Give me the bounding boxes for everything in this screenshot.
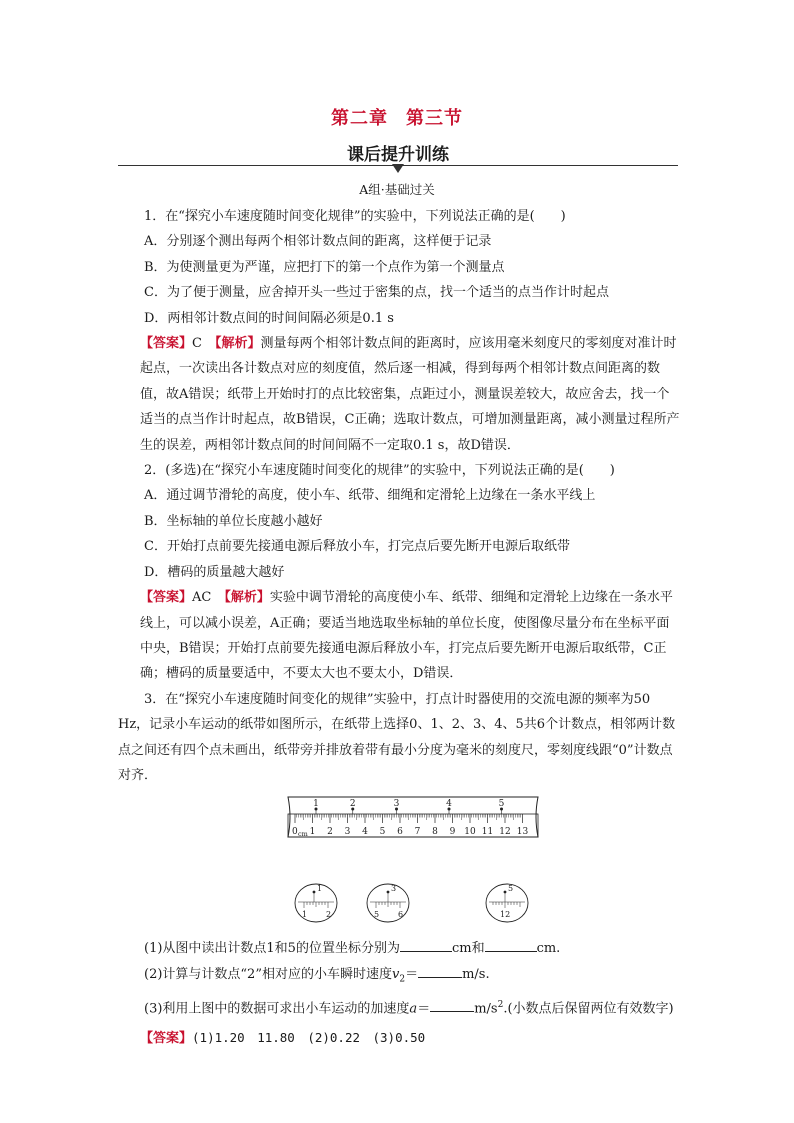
scale-number: 1 [309, 827, 316, 838]
ruler-ticks [295, 814, 523, 823]
subtitle-block [118, 140, 678, 174]
scale-number: 10 [464, 827, 476, 838]
scale-number: 13 [516, 827, 529, 838]
zoom2-left-label: 5 [374, 910, 380, 920]
equals-sign: ＝ [405, 966, 419, 982]
velocity-unit: m/s. [462, 966, 490, 982]
question-2-answer-block [118, 585, 680, 687]
answer-tag: 【答案】 [140, 1031, 193, 1047]
page-subtitle: 课后提升训练 [347, 145, 449, 165]
chapter-label: 第二章 [331, 108, 388, 129]
scale-number: 3 [344, 827, 351, 838]
part-2-text: (2)计算与计数点“2”相对应的小车瞬时速度 [144, 966, 392, 982]
part-3-note: .(小数点后保留两位有效数字) [503, 1001, 674, 1017]
question-1-analysis: 测量每两个相邻计数点间的距离时，应该用毫米刻度尺的零刻度对准计时起点，一次读出各计数点对应的刻度值，然后逐一相减，得到每两个相邻计数点间距离的数值，故A错误；纸带上开始时打的点比较密集，点距过小，测量误差较大，故应舍去，找一个适当的点当作计时起点，故B错误，C正确；选取计数点，可增加测量距离，减小测量过程所产生的误差，两相邻计数点间的时间间隔不一定取0.1 s，故D错误． [140, 336, 680, 453]
question-3-part-1 [118, 936, 680, 961]
scale-number: 12 [499, 827, 511, 838]
question-3-part-2 [118, 962, 680, 993]
acceleration-unit: m/s [474, 1001, 498, 1017]
question-2-option-d: D．槽码的质量越大越好 [144, 564, 285, 580]
counting-point-label: 2 [349, 799, 356, 810]
exercise-body [118, 204, 680, 1052]
scale-number: 11 [481, 827, 494, 838]
question-2-stem: 2．(多选)在“探究小车速度随时间变化的规律”的实验中，下列说法正确的是( ) [144, 463, 615, 479]
counting-point-label: 1 [313, 799, 319, 810]
question-1-option-b: B．为使测量更为严谨，应把打下的第一个点作为第一个测量点 [144, 259, 505, 275]
counting-point-label: 4 [446, 799, 452, 810]
blank-velocity[interactable] [418, 963, 462, 978]
question-3-stem: 3．在“探究小车速度随时间变化的规律”实验中，打点计时器使用的交流电源的频率为50 Hz，记录小车运动的纸带如图所示，在纸带上选择0、1、2、3、4、5共6个计数点，相邻两计数点之间还有四个点未画出，纸带旁并排放着带有最小分度为毫米的刻度尺，零刻度线跟“0”计数点对齐． [118, 691, 676, 783]
part-1-text-c: cm. [536, 941, 561, 957]
question-2-option-c: C．开始打点前要先接通电源后释放小车，打完点后要先断开电源后取纸带 [144, 539, 570, 555]
part-1-text-b: cm和 [451, 941, 485, 957]
analysis-tag: 【解析】 [214, 336, 261, 352]
question-2-analysis: 实验中调节滑轮的高度使小车、纸带、细绳和定滑轮上边缘在一条水平线上，可以减小误差，A正确；要适当地选取坐标轴的单位长度，使图像尽量分布在坐标平面中央，B错误；开始打点前要先接通电源后释放小车，打完点后要先断开电源后取纸带，C正确；槽码的质量要适中，不要太大也不要太小，D错误． [140, 590, 673, 682]
scale-number: 4 [362, 827, 368, 838]
scale-number: 9 [449, 827, 456, 838]
question-2-option-b: B．坐标轴的单位长度越小越好 [144, 513, 323, 529]
scale-number: 2 [327, 827, 333, 838]
zero-label: 0 [292, 827, 298, 838]
zoom3-point-label: 5 [508, 884, 514, 894]
counting-points [313, 799, 505, 814]
velocity-symbol: v [391, 966, 400, 982]
unit-superscript: 2 [497, 999, 504, 1010]
question-3-answer-block [118, 1025, 680, 1051]
scale-number: 7 [414, 827, 421, 838]
zoom1-right-label: 2 [326, 910, 332, 920]
question-1-option-a: A．分别逐个测出每两个相邻计数点间的距离，这样便于记录 [144, 234, 492, 250]
part-1-text: (1)从图中读出计数点1和5的位置坐标分别为 [144, 941, 400, 957]
answer-tag: 【答案】 [140, 336, 193, 352]
answer-tag: 【答案】 [140, 590, 193, 606]
unit-label: cm [298, 830, 308, 839]
zoom1-point-label: 1 [317, 884, 323, 894]
zoom-circle-1 [295, 884, 337, 922]
equals-sign: ＝ [417, 1001, 431, 1017]
counting-point-label: 3 [393, 799, 400, 810]
counting-point-label: 5 [498, 799, 505, 810]
question-1-option-d: D．两相邻计数点间的时间间隔必须是0.1 s [144, 310, 394, 326]
question-3-part-3 [118, 993, 680, 1022]
zoom2-right-label: 6 [398, 910, 404, 920]
blank-acceleration[interactable] [430, 997, 474, 1012]
triangle-marker-icon [392, 164, 404, 173]
question-3-answer: (1)1.20 11.80 (2)0.22 (3)0.50 [192, 1030, 426, 1046]
blank-point-1[interactable] [400, 937, 452, 952]
section-label: 第三节 [406, 108, 463, 129]
scale-number: 6 [397, 827, 403, 838]
question-1-answer: C [192, 336, 202, 352]
blank-point-5[interactable] [485, 937, 537, 952]
zoom-circle-2 [367, 884, 409, 922]
acceleration-symbol: a [409, 1001, 418, 1017]
zoom-circle-3 [486, 884, 528, 922]
question-1-stem: 1．在“探究小车速度随时间变化规律”的实验中，下列说法正确的是( ) [144, 209, 566, 224]
chapter-title [0, 104, 794, 130]
part-3-text: (3)利用上图中的数据可求出小车运动的加速度 [144, 1001, 410, 1017]
question-1-option-c: C．为了便于测量，应舍掉开头一些过于密集的点，找一个适当的点当作计时起点 [144, 285, 609, 301]
ruler-figure [118, 794, 680, 932]
scale-number: 8 [432, 827, 438, 838]
group-title: A组·基础过关 [359, 182, 435, 197]
velocity-subscript: 2 [399, 974, 406, 985]
question-2-answer: AC [192, 590, 212, 606]
scale-number: 5 [379, 827, 386, 838]
ruler-diagram [284, 794, 544, 928]
zoom3-bottom-label: 12 [500, 910, 511, 920]
zoom1-left-label: 1 [302, 910, 308, 920]
scale-numbers [310, 827, 529, 837]
analysis-tag: 【解析】 [224, 590, 270, 606]
zoom2-point-label: 3 [391, 884, 397, 894]
question-1-answer-block [118, 331, 680, 458]
question-2-option-a: A．通过调节滑轮的高度，使小车、纸带、细绳和定滑轮上边缘在一条水平线上 [144, 488, 596, 504]
